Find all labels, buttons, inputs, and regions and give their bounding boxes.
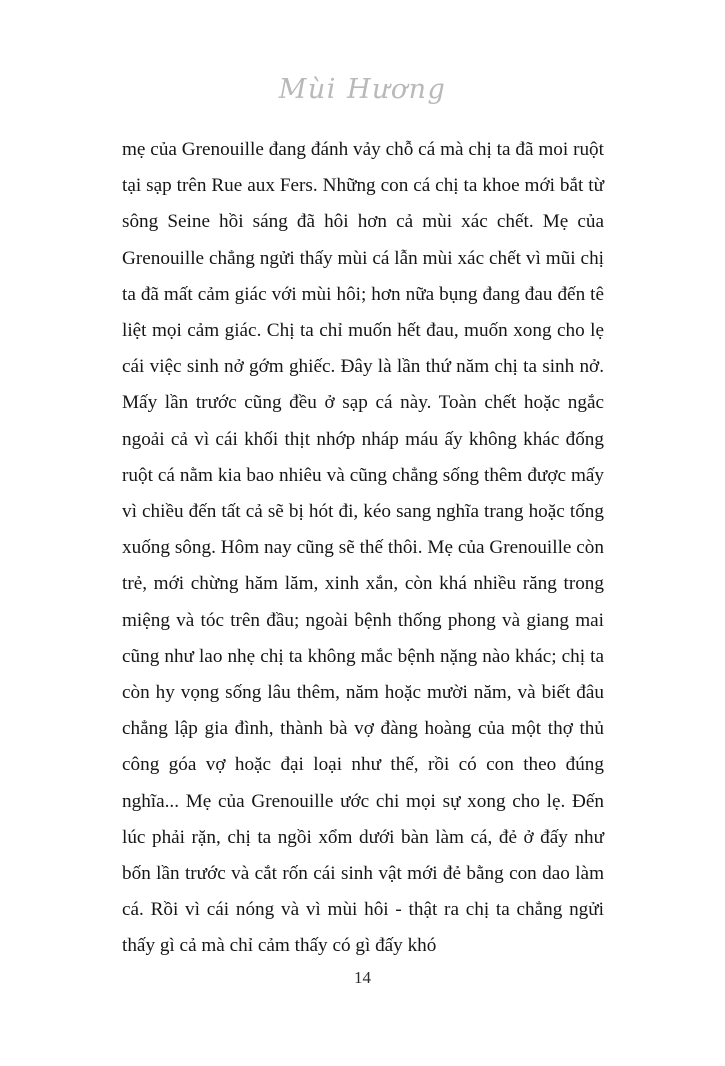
running-head-text: Mùi Hương <box>278 74 447 105</box>
body-paragraph: mẹ của Grenouille đang đánh vảy chỗ cá mà chị ta đã moi ruột tại sạp trên Rue aux Fers. Những con cá chị ta khoe mới bắt từ sông Seine hồi sáng đã hôi hơn cả mùi xác chết. Mẹ của Grenouille chẳng ngửi thấy mùi cá lẫn mùi xác chết vì mũi chị ta đã mất cảm giác với mùi hôi; hơn nữa bụng đang đau đến tê liệt mọi cảm giác. Chị ta chỉ muốn hết đau, muốn xong cho lẹ cái việc sinh nở gớm ghiếc. Đây là lần thứ năm chị ta sinh nở. Mấy lần trước cũng đều ở sạp cá này. Toàn chết hoặc ngắc ngoải cả vì cái khối thịt nhớp nháp máu ấy không khác đống ruột cá nằm kia bao nhiêu và cũng chẳng sống thêm được mấy vì chiều đến tất cả sẽ bị hót đi, kéo sang nghĩa trang hoặc tống xuống sông. Hôm nay cũng sẽ thế thôi. Mẹ của Grenouille còn trẻ, mới chừng hăm lăm, xinh xắn, còn khá nhiều răng trong miệng và tóc trên đầu; ngoài bệnh thống phong và giang mai cũng như lao nhẹ chị ta không mắc bệnh nặng nào khác; chị ta còn hy vọng sống lâu thêm, năm hoặc mười năm, và biết đâu chẳng lập gia đình, thành bà vợ đàng hoàng của một thợ thủ công góa vợ hoặc đại loại như thế, rồi có con theo đúng nghĩa... Mẹ của Grenouille ước chi mọi sự xong cho lẹ. Đến lúc phải rặn, chị ta ngồi xổm dưới bàn làm cá, đẻ ở đấy như bốn lần trước và cắt rốn cái sinh vật mới đẻ bằng con dao làm cá. Rồi vì cái nóng và vì mùi hôi - thật ra chị ta chẳng ngửi thấy gì cả mà chỉ cảm thấy có gì đấy khó <box>122 139 604 957</box>
running-head <box>0 74 725 105</box>
page-number: 14 <box>354 968 371 987</box>
